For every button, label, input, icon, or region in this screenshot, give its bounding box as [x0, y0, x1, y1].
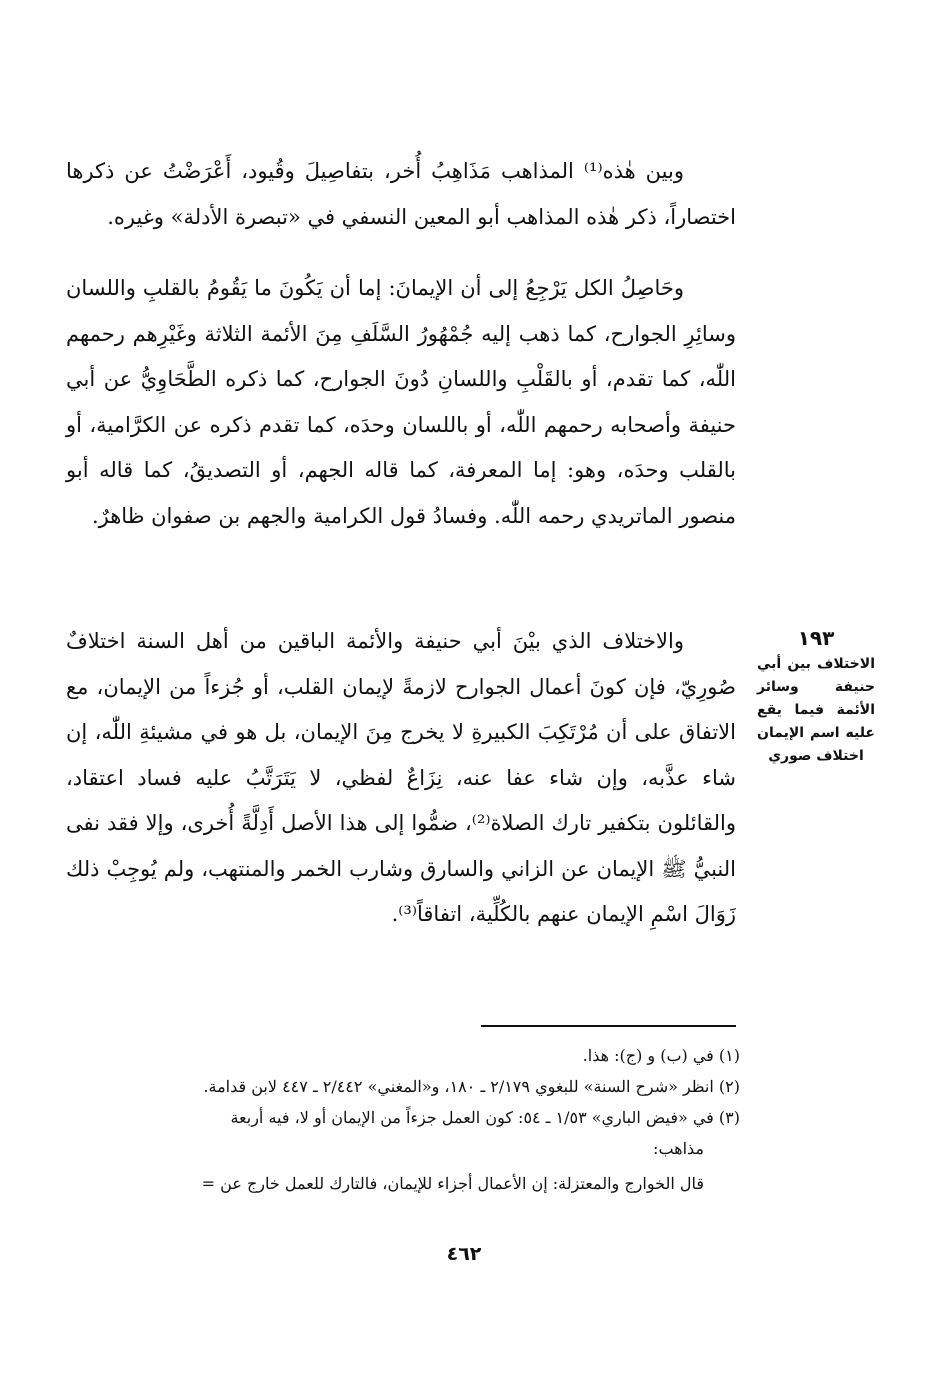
margin-note-text: الاختلاف بين أبي حنيفة وسائر الأئمة فيما يقع عليه اسم الإيمان اختلاف صوري — [757, 656, 875, 764]
page-number: ٤٦٢ — [446, 1243, 482, 1265]
body-paragraph-2 — [66, 266, 736, 539]
paragraph-text: والاختلاف الذي بيْنَ أبي حنيفة والأئمة الباقين من أهل السنة اختلافٌ صُورِيّ، فإن كونَ أعمال الجوارح لازمةً لإيمان القلب، أو جُزءاً من الإيمان، مع الاتفاق على أن مُرْتَكِبَ الكبيرةِ لا يخرج مِنَ الإيمان، بل هو في مشيئةِ اللّٰه، إن شاء عذَّبه، وإن شاء عفا عنه، نِزَاعٌ لفظي، لا يَتَرَتَّبُ عليه فساد اعتقاد، والقائلون بتكفير تارك الصلاة⁽²⁾، ضمُّوا إلى هذا الأصل أَدِلَّةً أُخرى، وإلا فقد نفى النبيُّ ﷺ الإيمان عن الزاني والسارق وشارب الخمر والمنتهب، ولم يُوجِبْ ذلك زَوَالَ اسْمِ الإيمان عنهم بالكُلِّية، اتفاقاً⁽³⁾. — [66, 629, 736, 926]
footnote-3-continuation: مذاهب: — [653, 1139, 704, 1158]
body-paragraph-3 — [66, 619, 736, 938]
footnote-divider — [481, 1025, 736, 1027]
footnote-1: (١) في (ب) و (ج): هذا. — [582, 1046, 740, 1065]
footnote-3-quote: قال الخوارج والمعتزلة: إن الأعمال أجزاء للإيمان، فالتارك للعمل خارج عن = — [201, 1174, 704, 1193]
footnotes — [40, 1040, 740, 1199]
paragraph-text: وبين هٰذه⁽¹⁾ المذاهب مَذَاهِبُ أُخر، بتفاصِيلَ وقُيود، أَعْرَضْتُ عن ذكرها اختصاراً، ذكر هٰذه المذاهب أبو المعين النسفي في «تبصرة الأدلة» وغيره. — [66, 159, 736, 229]
footnote-3: (٣) في «فيض الباري» ١/٥٣ ـ ٥٤: كون العمل جزءاً من الإيمان أو لا، فيه أربعة — [230, 1108, 740, 1127]
margin-note — [757, 623, 875, 768]
paragraph-text: وحَاصِلُ الكل يَرْجِعُ إلى أن الإيمانَ: إما أن يَكُونَ ما يَقُومُ بالقلبِ واللسان وسائِرِ الجوارح، كما ذهب إليه جُمْهُورُ السَّلَفِ مِنَ الأئمة الثلاثة وغَيْرِهم رحمهم اللّٰه، كما تقدم، أو بالقَلْبِ واللسانِ دُونَ الجوارح، كما ذكره الطَّحَاوِيُّ عن أبي حنيفة وأصحابه رحمهم اللّٰه، أو باللسان وحدَه، كما تقدم ذكره عن الكرَّامية، أو بالقلب وحدَه، وهو: إما المعرفة، كما قاله الجهم، أو التصديقُ، كما قاله أبو منصور الماتريدي رحمه اللّٰه. وفسادُ قول الكرامية والجهم بن صفوان ظاهرٌ. — [66, 276, 736, 528]
body-paragraph-1 — [66, 149, 736, 240]
footnote-2: (٢) انظر «شرح السنة» للبغوي ٢/١٧٩ ـ ١٨٠، و«المغني» ٢/٤٤٢ ـ ٤٤٧ لابن قدامة. — [203, 1077, 740, 1096]
section-number: ١٩٣ — [797, 626, 835, 650]
